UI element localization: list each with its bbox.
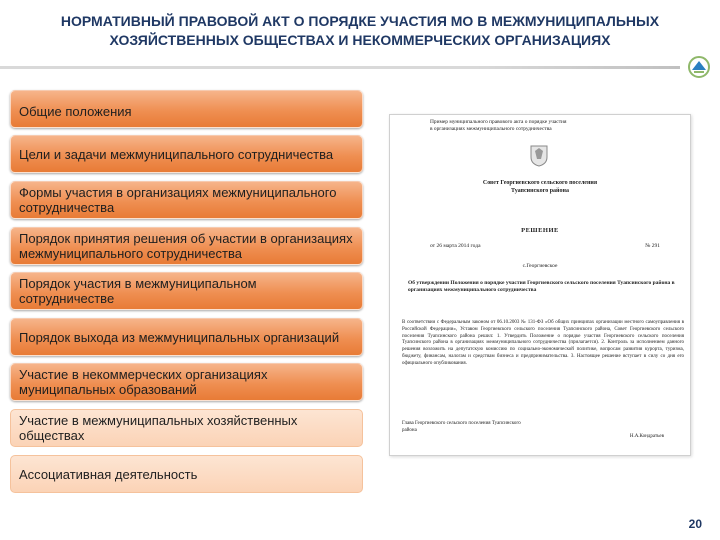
council-line: Совет Георгиевского сельского поселения: [482, 180, 598, 186]
menu-item-label: Общие положения: [19, 104, 132, 119]
page-number: 20: [688, 517, 702, 531]
document-dateline: [430, 243, 660, 249]
menu-item-label: Порядок выхода из межмуниципальных организаций: [19, 329, 340, 345]
menu-item-business-societies[interactable]: [10, 409, 363, 447]
coat-of-arms-icon: [530, 145, 548, 167]
document-header-line: в организациях межмуниципального сотрудничества: [430, 126, 552, 132]
document-date: от 26 марта 2014 года: [430, 243, 481, 249]
signature-name: Н.А.Кондратьев: [629, 434, 664, 439]
title-divider: [0, 66, 680, 69]
menu-item-label: Формы участия в организациях межмуниципального сотрудничества: [19, 185, 337, 215]
document-number: № 291: [645, 243, 660, 249]
document-place: с.Георгиевское: [522, 263, 558, 269]
corner-logo-icon: [686, 54, 712, 80]
council-line: Туапсинского района: [511, 188, 569, 194]
menu-item-participation-order[interactable]: [10, 272, 363, 310]
document-preview: [389, 114, 691, 456]
menu-item-label: Участие в некоммерческих организациях муниципальных образований: [19, 367, 268, 397]
menu-item-exit-order[interactable]: [10, 318, 363, 356]
document-header: [430, 119, 685, 133]
menu-item-general[interactable]: [10, 90, 363, 128]
document-body: В соответствии с Федеральным законом от 06.10.2003 № 131-ФЗ «Об общих принципах организации местного самоуправления в Российской Федерации», Уставом Георгиевского сельского поселения Туапсинского района, Совет Георгиевского сельского поселения Туапсинского района решил: 1. Утвердить Положение о порядке участия Георгиевского сельского поселения Туапсинского района в организациях межмуниципального сотрудничества (прилагается). 2. Контроль за исполнением данного решения возложить на депутатскую комиссию по социально-экономической политике, вопросам развития курорта, туризма, бюджету, финансам, налогам и средствам бизнеса и предпринимательства. 3. Настоящее решение вступает в силу со дня его официального опубликования.: [402, 320, 684, 366]
menu-item-label: Порядок участия в межмуниципальном сотрудничестве: [19, 276, 257, 306]
menu-item-goals[interactable]: [10, 135, 363, 173]
menu-item-label: Порядок принятия решения об участии в организациях межмуниципального сотрудничества: [19, 231, 353, 261]
council-name: [390, 179, 690, 195]
signature-title: Глава Георгиевского сельского поселения Туапсинского района: [402, 421, 521, 433]
document-subject: Об утверждении Положения о порядке участия Георгиевского сельского поселения Туапсинского района в организациях межмуниципального сотрудничества: [408, 280, 675, 293]
menu-item-decision-order[interactable]: [10, 227, 363, 265]
menu-item-label: Участие в межмуниципальных хозяйственных обществах: [19, 413, 298, 443]
slide-title: НОРМАТИВНЫЙ ПРАВОВОЙ АКТ О ПОРЯДКЕ УЧАСТИЯ МО В МЕЖМУНИЦИПАЛЬНЫХ ХОЗЯЙСТВЕННЫХ ОБЩЕСТВАХ И НЕКОММЕРЧЕСКИХ ОРГАНИЗАЦИЯХ: [60, 13, 660, 48]
menu-item-label: Ассоциативная деятельность: [19, 466, 198, 482]
decision-heading: РЕШЕНИЕ: [521, 227, 559, 234]
menu-item-label: Цели и задачи межмуниципального сотрудничества: [19, 146, 334, 162]
document-signature: [402, 421, 684, 439]
menu-item-associative[interactable]: [10, 455, 363, 493]
menu-item-forms[interactable]: [10, 181, 363, 219]
document-header-line: Пример муниципального правового акта о порядке участия: [430, 119, 567, 125]
menu-item-nonprofit[interactable]: [10, 363, 363, 401]
